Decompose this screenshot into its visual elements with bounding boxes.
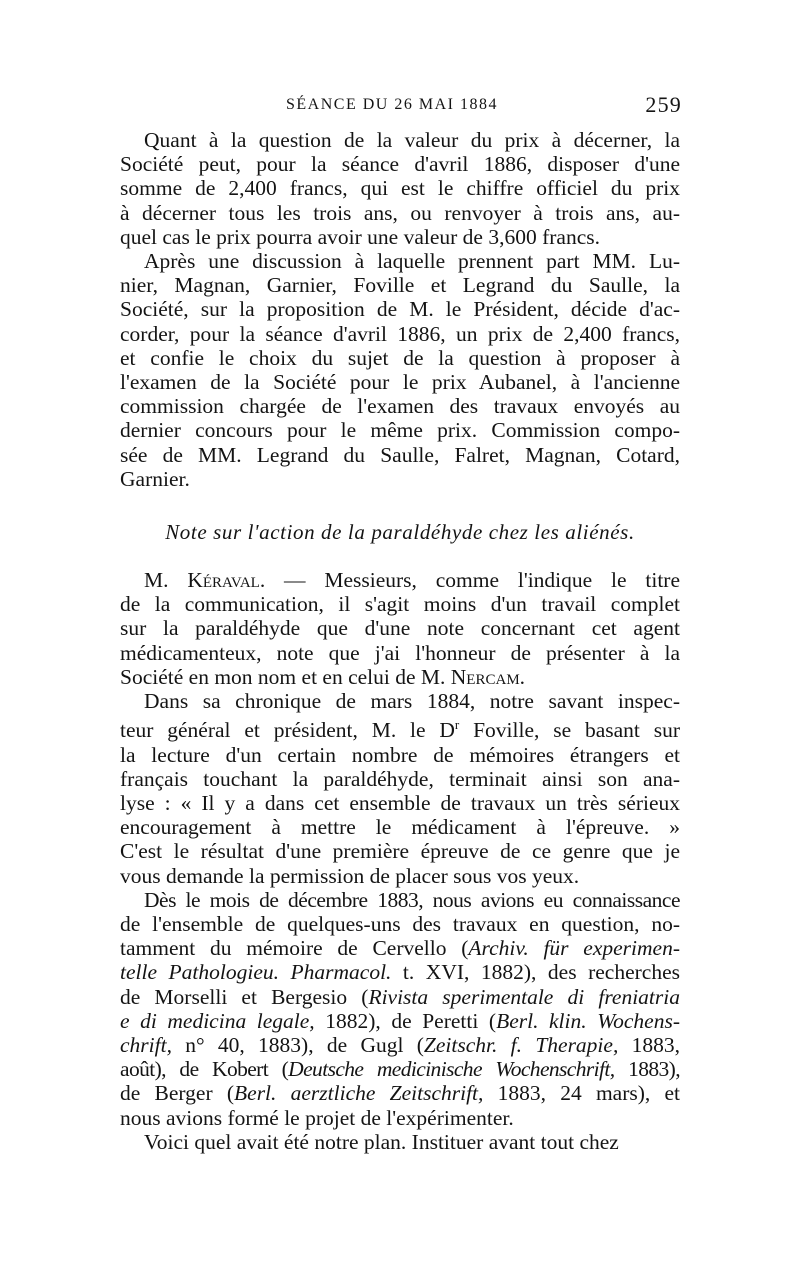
text-run: . — Messieurs, comme l'indique le titre (259, 568, 680, 592)
text-line: C'est le résultat d'une première épreuve de ce genre que je (120, 839, 680, 864)
text-line (120, 1033, 680, 1057)
text-line: de l'ensemble de quelques-uns des travaux en question, no- (120, 912, 680, 936)
text-run: t. XVI, 1882), des recherches (391, 960, 680, 985)
citation: telle Pathologieu. Pharmacol. (120, 960, 392, 985)
text-line: quel cas le prix pourra avoir une valeur de 3,600 francs. (120, 224, 600, 249)
text-line (120, 936, 680, 960)
text-line: Garnier. (120, 466, 190, 491)
text-line: médicamenteux, note que j'ai l'honneur de présenter à la (120, 640, 680, 665)
text-line (120, 665, 680, 689)
text-line: de la communication, il s'agit moins d'un travail complet (120, 592, 680, 617)
speaker-prefix: M. (144, 568, 188, 592)
citation: Berl. aerztliche Zeitschrift, (234, 1081, 484, 1106)
text-line: commission chargée de l'examen des travaux envoyés au (120, 394, 680, 419)
text-line (120, 960, 680, 984)
paragraph-chronique (120, 689, 680, 888)
text-line: français touchant la paraldéhyde, terminait ainsi son ana- (120, 766, 680, 791)
text-line: encouragement à mettre le médicament à l'épreuve. » (120, 815, 680, 840)
text-line: dernier concours pour le même prix. Commission compo- (120, 418, 680, 443)
coauthor-name: Nercam (450, 664, 520, 689)
citation: Archiv. für experimen- (468, 936, 680, 961)
citation: Berl. klin. Wochens- (496, 1008, 680, 1033)
text-line: Dès le mois de décembre 1883, nous avions eu connaissance (144, 887, 680, 912)
text-run: août), de Kobert ( (120, 1057, 289, 1082)
text-run: Foville, se basant sur (459, 718, 680, 743)
text-line: vous demande la permission de placer sous vos yeux. (120, 863, 580, 888)
text-line: Dans sa chronique de mars 1884, notre savant inspec- (144, 689, 680, 714)
text-line (120, 713, 680, 742)
text-line: sur la paraldéhyde que d'une note concernant cet agent (120, 616, 680, 641)
text-line (120, 1081, 680, 1105)
text-run: n° 40, 1883), de Gugl ( (171, 1033, 424, 1058)
text-line: Voici quel avait été notre plan. Instituer avant tout chez (144, 1129, 619, 1154)
paragraph-references (120, 888, 680, 1130)
text-line: Quant à la question de la valeur du prix à décerner, la (144, 128, 680, 152)
text-run: de Berger ( (120, 1081, 235, 1106)
text-run: teur général et président, M. le D (120, 718, 455, 743)
page-number: 259 (645, 92, 682, 117)
text-line (120, 568, 680, 592)
text-run: de Morselli et Bergesio ( (120, 984, 369, 1009)
citation: e di medicina legale, (120, 1008, 315, 1033)
text-run: . (519, 664, 526, 689)
paragraph-keraval (120, 568, 680, 689)
citation: chrift, (120, 1033, 172, 1058)
text-line: corder, pour la séance d'avril 1886, un prix de 2,400 francs, (120, 321, 680, 346)
text-line: Société, sur la proposition de M. le Président, décide d'ac- (120, 297, 680, 322)
text-line: nous avions formé le projet de l'expérimenter. (120, 1105, 514, 1130)
speaker-name: Kéraval (187, 568, 260, 592)
text-line: sée de MM. Legrand du Saulle, Falret, Magnan, Cotard, (120, 442, 680, 467)
text-line: Après une discussion à laquelle prennent part MM. Lu- (144, 249, 680, 274)
text-run: 1883), (614, 1057, 680, 1082)
text-run: tamment du mémoire de Cervello ( (120, 936, 469, 961)
text-line: nier, Magnan, Garnier, Foville et Legrand du Saulle, la (120, 273, 680, 298)
paragraph-prize (120, 128, 680, 249)
text-line (120, 1057, 680, 1081)
superscript: r (454, 717, 460, 733)
text-line: lyse : « Il y a dans cet ensemble de travaux un très sérieux (120, 790, 680, 815)
body-text-upper (120, 128, 680, 491)
text-line (120, 985, 680, 1009)
paragraph-plan (120, 1130, 680, 1154)
paragraph-discussion (120, 249, 680, 491)
citation: Zeitschr. f. Therapie, (423, 1033, 619, 1058)
body-text-lower (120, 568, 680, 1154)
citation: Rivista sperimentale di freniatria (368, 984, 680, 1009)
text-line: Société peut, pour la séance d'avril 1886, disposer d'une (120, 152, 680, 177)
citation: Deutsche medicinische Wochenschrift, (288, 1057, 615, 1082)
text-run: Société en mon nom et en celui de M. (120, 664, 451, 689)
text-line: à décerner tous les trois ans, ou renvoyer à trois ans, au- (120, 200, 680, 225)
text-line (120, 1009, 680, 1033)
page-header (118, 92, 682, 124)
text-run: 1882), de Peretti ( (314, 1008, 497, 1033)
text-line: la lecture d'un certain nombre de mémoires étrangers et (120, 742, 680, 767)
section-title: Note sur l'action de la paraldéhyde chez les aliénés. (165, 520, 635, 544)
text-line: somme de 2,400 francs, qui est le chiffre officiel du prix (120, 176, 680, 201)
text-run: 1883, (618, 1033, 680, 1058)
text-line: l'examen de la Société pour le prix Aubanel, à l'ancienne (120, 370, 680, 395)
text-line: et confie le choix du sujet de la question à proposer à (120, 345, 680, 370)
running-head: SÉANCE DU 26 MAI 1884 (286, 96, 498, 113)
text-run: 1883, 24 mars), et (483, 1081, 681, 1106)
